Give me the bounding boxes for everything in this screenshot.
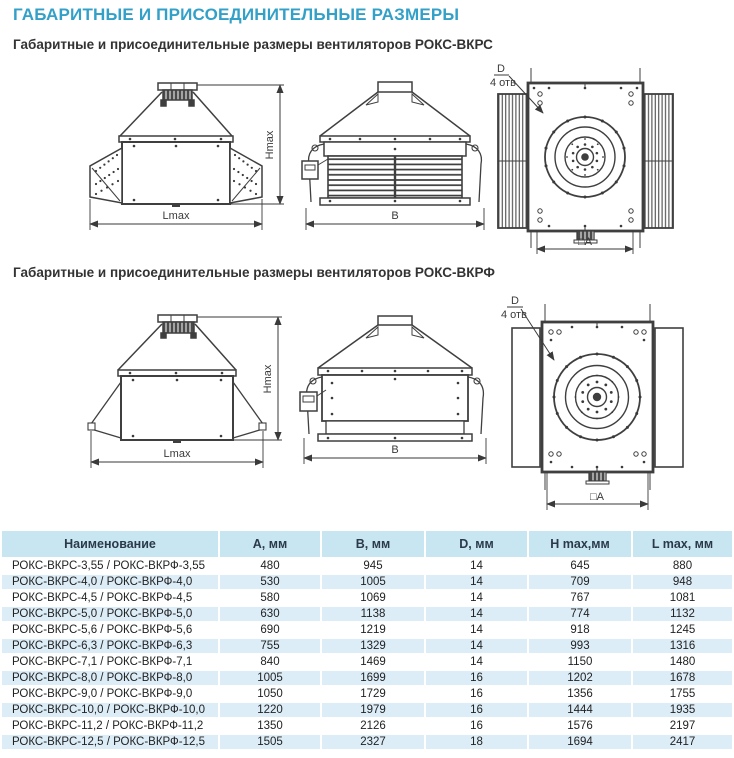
value-cell: 1050 (220, 687, 320, 701)
value-cell: 16 (426, 671, 527, 685)
value-cell: 1132 (633, 607, 732, 621)
value-cell: 1979 (322, 703, 424, 717)
holes-count-label: 4 отв (490, 77, 516, 89)
value-cell: 918 (529, 623, 631, 637)
table-row (2, 655, 732, 669)
value-cell: 18 (426, 735, 527, 749)
value-cell: 2126 (322, 719, 424, 733)
model-name-cell: РОКС-ВКРС-5,6 / РОКС-ВКРФ-5,6 (2, 623, 218, 637)
dimension-label-d: D (497, 63, 505, 75)
value-cell: 1505 (220, 735, 320, 749)
model-name-cell: РОКС-ВКРС-10,0 / РОКС-ВКРФ-10,0 (2, 703, 218, 717)
model-name-cell: РОКС-ВКРС-4,0 / РОКС-ВКРФ-4,0 (2, 575, 218, 589)
model-name-cell: РОКС-ВКРС-9,0 / РОКС-ВКРФ-9,0 (2, 687, 218, 701)
value-cell: 1350 (220, 719, 320, 733)
value-cell: 2197 (633, 719, 732, 733)
table-row (2, 591, 732, 605)
table-row (2, 671, 732, 685)
value-cell: 1245 (633, 623, 732, 637)
model-name-cell: РОКС-ВКРС-12,5 / РОКС-ВКРФ-12,5 (2, 735, 218, 749)
value-cell: 1699 (322, 671, 424, 685)
dimension-label-b: В (391, 444, 399, 456)
value-cell: 1081 (633, 591, 732, 605)
vkrf-front-view-drawing (12, 288, 292, 518)
vkrs-front-view-drawing (12, 58, 292, 260)
value-cell: 774 (529, 607, 631, 621)
section-vkrs-title: Габаритные и присоединительные размеры вентиляторов РОКС-ВКРС (13, 37, 493, 52)
value-cell: 480 (220, 559, 320, 573)
value-cell: 630 (220, 607, 320, 621)
value-cell: 2417 (633, 735, 732, 749)
vkrf-top-view-drawing (487, 290, 734, 518)
vkrs-top-view-drawing (487, 58, 734, 260)
value-cell: 1678 (633, 671, 732, 685)
value-cell: 1138 (322, 607, 424, 621)
dimension-label-lmax: Lmax (163, 448, 191, 460)
vkrf-side-view-drawing (292, 288, 497, 518)
value-cell: 1219 (322, 623, 424, 637)
model-name-cell: РОКС-ВКРС-3,55 / РОКС-ВКРФ-3,55 (2, 559, 218, 573)
value-cell: 645 (529, 559, 631, 573)
value-cell: 755 (220, 639, 320, 653)
page-title: ГАБАРИТНЫЕ И ПРИСОЕДИНИТЕЛЬНЫЕ РАЗМЕРЫ (13, 5, 460, 24)
value-cell: 14 (426, 575, 527, 589)
dimension-label-hmax: Hmax (262, 364, 274, 394)
header-b: В, мм (322, 531, 424, 557)
value-cell: 1329 (322, 639, 424, 653)
section-vkrf-title: Габаритные и присоединительные размеры вентиляторов РОКС-ВКРФ (13, 265, 495, 280)
value-cell: 14 (426, 655, 527, 669)
value-cell: 14 (426, 607, 527, 621)
value-cell: 1469 (322, 655, 424, 669)
dimension-label-d: D (511, 295, 519, 307)
dimension-label-square-a: □А (590, 491, 604, 503)
value-cell: 948 (633, 575, 732, 589)
value-cell: 690 (220, 623, 320, 637)
dimension-label-hmax: Hmax (264, 130, 276, 160)
table-row (2, 719, 732, 733)
value-cell: 580 (220, 591, 320, 605)
value-cell: 14 (426, 623, 527, 637)
model-name-cell: РОКС-ВКРС-6,3 / РОКС-ВКРФ-6,3 (2, 639, 218, 653)
table-row (2, 639, 732, 653)
value-cell: 1694 (529, 735, 631, 749)
value-cell: 1005 (322, 575, 424, 589)
table-header (2, 531, 732, 557)
dimension-label-square-a: □А (578, 236, 592, 248)
value-cell: 945 (322, 559, 424, 573)
header-d: D, мм (426, 531, 527, 557)
value-cell: 14 (426, 591, 527, 605)
dimensions-table (0, 529, 734, 751)
model-name-cell: РОКС-ВКРС-5,0 / РОКС-ВКРФ-5,0 (2, 607, 218, 621)
value-cell: 1069 (322, 591, 424, 605)
dimensions-table-body (2, 559, 732, 749)
value-cell: 1480 (633, 655, 732, 669)
value-cell: 1576 (529, 719, 631, 733)
value-cell: 1005 (220, 671, 320, 685)
value-cell: 1755 (633, 687, 732, 701)
table-row (2, 607, 732, 621)
value-cell: 530 (220, 575, 320, 589)
value-cell: 1356 (529, 687, 631, 701)
value-cell: 1935 (633, 703, 732, 717)
value-cell: 993 (529, 639, 631, 653)
table-row (2, 687, 732, 701)
header-lmax: L max, мм (633, 531, 732, 557)
value-cell: 1202 (529, 671, 631, 685)
dimension-label-b: В (391, 210, 399, 222)
model-name-cell: РОКС-ВКРС-4,5 / РОКС-ВКРФ-4,5 (2, 591, 218, 605)
header-a: А, мм (220, 531, 320, 557)
table-row (2, 575, 732, 589)
vkrs-side-view-drawing (292, 58, 497, 260)
model-name-cell: РОКС-ВКРС-7,1 / РОКС-ВКРФ-7,1 (2, 655, 218, 669)
value-cell: 1444 (529, 703, 631, 717)
value-cell: 1316 (633, 639, 732, 653)
value-cell: 880 (633, 559, 732, 573)
table-row (2, 559, 732, 573)
table-row (2, 735, 732, 749)
model-name-cell: РОКС-ВКРС-8,0 / РОКС-ВКРФ-8,0 (2, 671, 218, 685)
table-row (2, 623, 732, 637)
value-cell: 14 (426, 639, 527, 653)
holes-count-label: 4 отв (501, 309, 527, 321)
value-cell: 14 (426, 559, 527, 573)
value-cell: 16 (426, 703, 527, 717)
value-cell: 16 (426, 687, 527, 701)
value-cell: 767 (529, 591, 631, 605)
value-cell: 1150 (529, 655, 631, 669)
value-cell: 1729 (322, 687, 424, 701)
value-cell: 16 (426, 719, 527, 733)
model-name-cell: РОКС-ВКРС-11,2 / РОКС-ВКРФ-11,2 (2, 719, 218, 733)
value-cell: 840 (220, 655, 320, 669)
dimension-label-lmax: Lmax (162, 210, 190, 222)
value-cell: 2327 (322, 735, 424, 749)
table-row (2, 703, 732, 717)
value-cell: 709 (529, 575, 631, 589)
header-hmax: Н max,мм (529, 531, 631, 557)
value-cell: 1220 (220, 703, 320, 717)
header-name: Наименование (2, 531, 218, 557)
